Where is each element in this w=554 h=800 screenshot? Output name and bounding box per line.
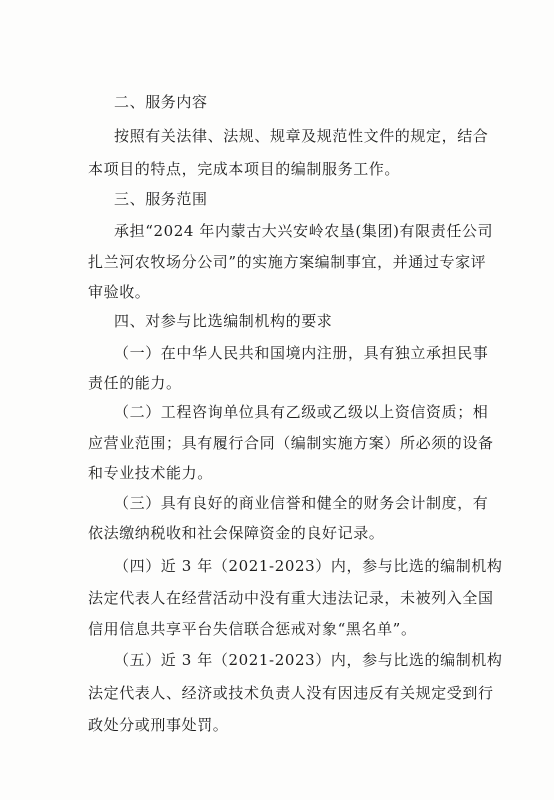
requirement-item-4-line: （四）近 3 年（2021-2023）内，参与比选的编制机构	[114, 557, 503, 575]
requirement-item-3-line: 依法缴纳税收和社会保障资金的良好记录。	[88, 524, 385, 542]
requirement-item-2-line: 应营业范围；具有履行合同（编制实施方案）所必须的设备	[88, 434, 494, 452]
section-heading-requirements: 四、对参与比选编制机构的要求	[114, 312, 333, 330]
paragraph-line: 扎兰河农牧场分公司”的实施方案编制事宜，并通过专家评	[88, 253, 487, 271]
section-heading-service-scope: 三、服务范围	[114, 190, 208, 208]
paragraph-line: 承担“2024 年内蒙古大兴安岭农垦(集团)有限责任公司	[114, 222, 494, 240]
requirement-item-1-line: （一）在中华人民共和国境内注册，具有独立承担民事	[114, 344, 489, 362]
requirement-item-1-line: 责任的能力。	[88, 374, 182, 392]
paragraph-line: 按照有关法律、法规、规章及规范性文件的规定，结合	[114, 127, 489, 145]
section-heading-service-content: 二、服务内容	[114, 93, 208, 111]
paragraph-line: 本项目的特点，完成本项目的编制服务工作。	[88, 160, 401, 178]
requirement-item-2-line: （二）工程咨询单位具有乙级或乙级以上资信资质；相	[114, 403, 489, 421]
paragraph-line: 审验收。	[88, 283, 151, 301]
requirement-item-4-line: 法定代表人在经营活动中没有重大违法记录，未被列入全国	[88, 589, 494, 607]
requirement-item-3-line: （三）具有良好的商业信誉和健全的财务会计制度，有	[114, 494, 489, 512]
requirement-item-2-line: 和专业技术能力。	[88, 464, 213, 482]
requirement-item-4-line: 信用信息共享平台失信联合惩戒对象“黑名单”。	[88, 620, 417, 638]
requirement-item-5-line: （五）近 3 年（2021-2023）内，参与比选的编制机构	[114, 651, 503, 669]
requirement-item-5-line: 法定代表人、经济或技术负责人没有因违反有关规定受到行	[88, 684, 494, 702]
requirement-item-5-line: 政处分或刑事处罚。	[88, 716, 229, 734]
